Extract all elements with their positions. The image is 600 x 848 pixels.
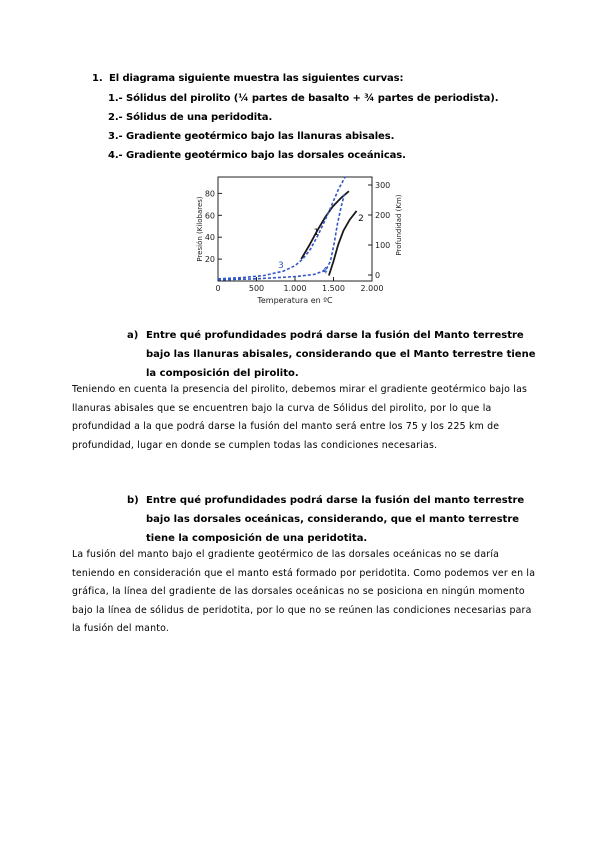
y-right-tick-label: 0 — [375, 271, 381, 280]
curve-item-3: 3.- Gradiente geotérmico bajo las llanuras abisales. — [108, 131, 395, 142]
y-right-tick-label: 300 — [375, 181, 391, 190]
question-intro: El diagrama siguiente muestra las siguientes curvas: — [109, 73, 404, 84]
section-a-question — [127, 326, 541, 383]
curve-1-label: 1 — [313, 228, 320, 239]
x-tick-label: 2.000 — [360, 284, 384, 293]
y-right-axis-label: Profundidad (Km) — [395, 194, 403, 256]
section-a-question-text: Entre qué profundidades podrá darse la fusión del Manto terrestre bajo las llanuras abisales, considerando que el Manto terrestre tiene la composición del pirolito. — [146, 330, 536, 379]
y-left-tick-label: 80 — [204, 189, 215, 199]
curve-2-line — [329, 211, 357, 276]
y-left-tick-label: 60 — [204, 211, 215, 221]
curve-2-label: 2 — [358, 213, 364, 224]
y-right-tick-label: 100 — [375, 241, 391, 250]
y-left-axis-label: Presión (Kilobares) — [196, 196, 204, 262]
x-tick-label: 0 — [215, 284, 221, 293]
x-tick-label: 1.500 — [322, 284, 345, 293]
curve-item-2: 2.- Sólidus de una peridodita. — [108, 112, 273, 123]
section-b-answer: La fusión del manto bajo el gradiente geotérmico de las dorsales oceánicas no se daría teniendo en consideración que el manto está formado por peridotita. Como podemos ver en la gráfica, la línea del gradiente de las dorsales oceánicas no se posiciona en ningún momento bajo la línea de sólidus de peridotita, por lo que no se reúnen las condiciones necesarias para la fusión del manto. — [72, 549, 536, 635]
curve-item-1: 1.- Sólidus del pirolito (¼ partes de basalto + ¾ partes de periodista). — [108, 93, 499, 104]
y-left-tick-label: 40 — [204, 233, 215, 243]
section-a-label: a) — [127, 330, 139, 341]
y-right-tick-label: 200 — [375, 211, 391, 220]
x-axis-label: Temperatura en ºC — [257, 296, 333, 305]
section-b-label: b) — [127, 495, 139, 506]
x-tick-label: 500 — [248, 284, 265, 293]
question-heading — [92, 73, 403, 84]
section-b-question-text: Entre qué profundidades podrá darse la fusión del manto terrestre bajo las dorsales oceánicas, considerando, que el manto terrestre tiene la composición de una peridotita. — [146, 495, 525, 544]
y-left-tick-label: 20 — [204, 255, 215, 265]
curve-3-label: 3 — [278, 260, 284, 271]
pressure-temperature-chart — [188, 173, 403, 305]
question-number: 1. — [92, 73, 103, 84]
section-a-answer: Teniendo en cuenta la presencia del pirolito, debemos mirar el gradiente geotérmico bajo las llanuras abisales que se encuentren bajo la curva de Sólidus del pirolito, por lo que la profundidad a la que podrá darse la fusión del manto será entre los 75 y los 225 km de profundidad, lugar en donde se cumplen todas las condiciones necesarias. — [72, 384, 528, 451]
plot-frame — [218, 177, 372, 281]
curve-1-line — [301, 191, 349, 259]
section-b-question — [127, 491, 541, 548]
curve-item-4: 4.- Gradiente geotérmico bajo las dorsales oceánicas. — [108, 150, 406, 161]
x-tick-label: 1.000 — [283, 284, 307, 293]
curve-4-label: 4 — [321, 266, 328, 277]
